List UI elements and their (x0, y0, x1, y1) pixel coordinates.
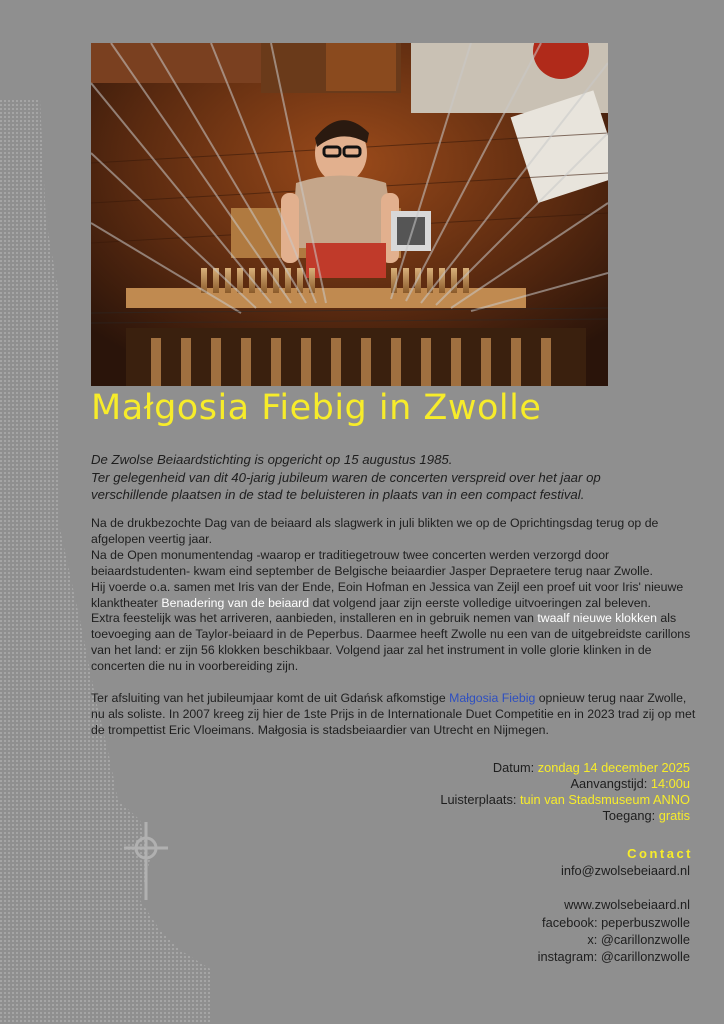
contact-heading: Contact (627, 846, 693, 861)
highlight-twaalf-klokken: twaalf nieuwe klokken (537, 611, 657, 626)
highlight-performer-name: Małgosia Fiebig (449, 691, 536, 706)
contact-spacer (330, 879, 690, 896)
event-entry-row (330, 808, 690, 824)
contact-block (330, 862, 690, 965)
paragraph-gap (91, 675, 703, 691)
entry-label: Toegang: (602, 808, 659, 823)
contact-instagram[interactable]: instagram: @carillonzwolle (537, 949, 690, 965)
carillonneur-photo (91, 43, 608, 386)
contact-x[interactable]: x: @carillonzwolle (587, 931, 690, 947)
date-value: zondag 14 december 2025 (537, 760, 690, 775)
text-span: opnieuw terug naar Zwolle, nu als soliste. In 2007 kreeg zij hier de 1ste Prijs in de Internationale Duet Competitie en in 2023 trad zij op met de trompettist Eric Vloeimans. Małgosia is stadsbeiaardier van Utrecht en Nijmegen. (91, 691, 696, 737)
entry-value: gratis (658, 808, 690, 823)
text-span: Hij voerde o.a. samen met Iris van der Ende, Eoin Hofman en Jessica van Zeijl een proef uit voor Iris' nieuwe klanktheater (91, 579, 684, 610)
text-span: als toevoeging aan de Taylor-beiaard in de Peperbus. Daarmee heeft Zwolle nu een van de uitgebreidste carillons van het land: er zijn 56 klokken beschikbaar. Volgend jaar zal het instrument in volle glorie klinken in de concerten die nu in voorbereiding zijn. (91, 611, 691, 674)
paragraph-dag-van-de-beiaard: Na de drukbezochte Dag van de beiaard als slagwerk in juli blikten we op de Oprichtingsdag terug op de afgelopen veertig jaar. (91, 516, 659, 546)
article-body (91, 516, 703, 739)
place-label: Luisterplaats: (440, 792, 520, 807)
event-time-row (330, 776, 690, 792)
page-title: Małgosia Fiebig in Zwolle (91, 388, 542, 428)
intro-line: Ter gelegenheid van dit 40-jarig jubileum waren de concerten verspreid over het jaar op (91, 469, 601, 485)
place-value: tuin van Stadsmuseum ANNO (520, 792, 690, 807)
intro-line: De Zwolse Beiaardstichting is opgericht op 15 augustus 1985. (91, 452, 453, 467)
highlight-benadering: Benadering van de beiaard (161, 595, 310, 610)
text-span: Extra feestelijk was het arriveren, aanbieden, installeren en in gebruik nemen van (91, 611, 538, 626)
paragraph-nieuwe-klokken (91, 611, 703, 675)
intro-line: verschillende plaatsen in de stad te beluisteren in plaats van in een compact festival. (91, 487, 585, 502)
contact-facebook[interactable]: facebook: peperbuszwolle (542, 914, 690, 930)
contact-website[interactable]: www.zwolsebeiaard.nl (564, 897, 690, 913)
text-span: Ter afsluiting van het jubileumjaar komt de uit Gdańsk afkomstige (91, 691, 450, 706)
time-label: Aanvangstijd: (570, 776, 651, 791)
paragraph-afsluiting (91, 691, 703, 739)
text-span: dat volgend jaar zijn eerste volledige uitvoeringen zal beleven. (309, 595, 651, 610)
time-value: 14:00u (650, 776, 690, 791)
event-place-row (330, 792, 690, 808)
event-details (330, 760, 690, 824)
contact-email[interactable]: info@zwolsebeiaard.nl (561, 863, 690, 878)
intro-paragraph (91, 451, 701, 504)
date-label: Datum: (492, 760, 538, 775)
paragraph-open-monumentendag: Na de Open monumentendag -waarop er traditiegetrouw twee concerten werden verzorgd door beiaardstudenten- kwam eind september de Belgische beiaardier Jasper Depraetere terug naar Zwolle. (91, 547, 653, 578)
event-date-row (330, 760, 690, 776)
paragraph-klanktheater (91, 580, 703, 612)
